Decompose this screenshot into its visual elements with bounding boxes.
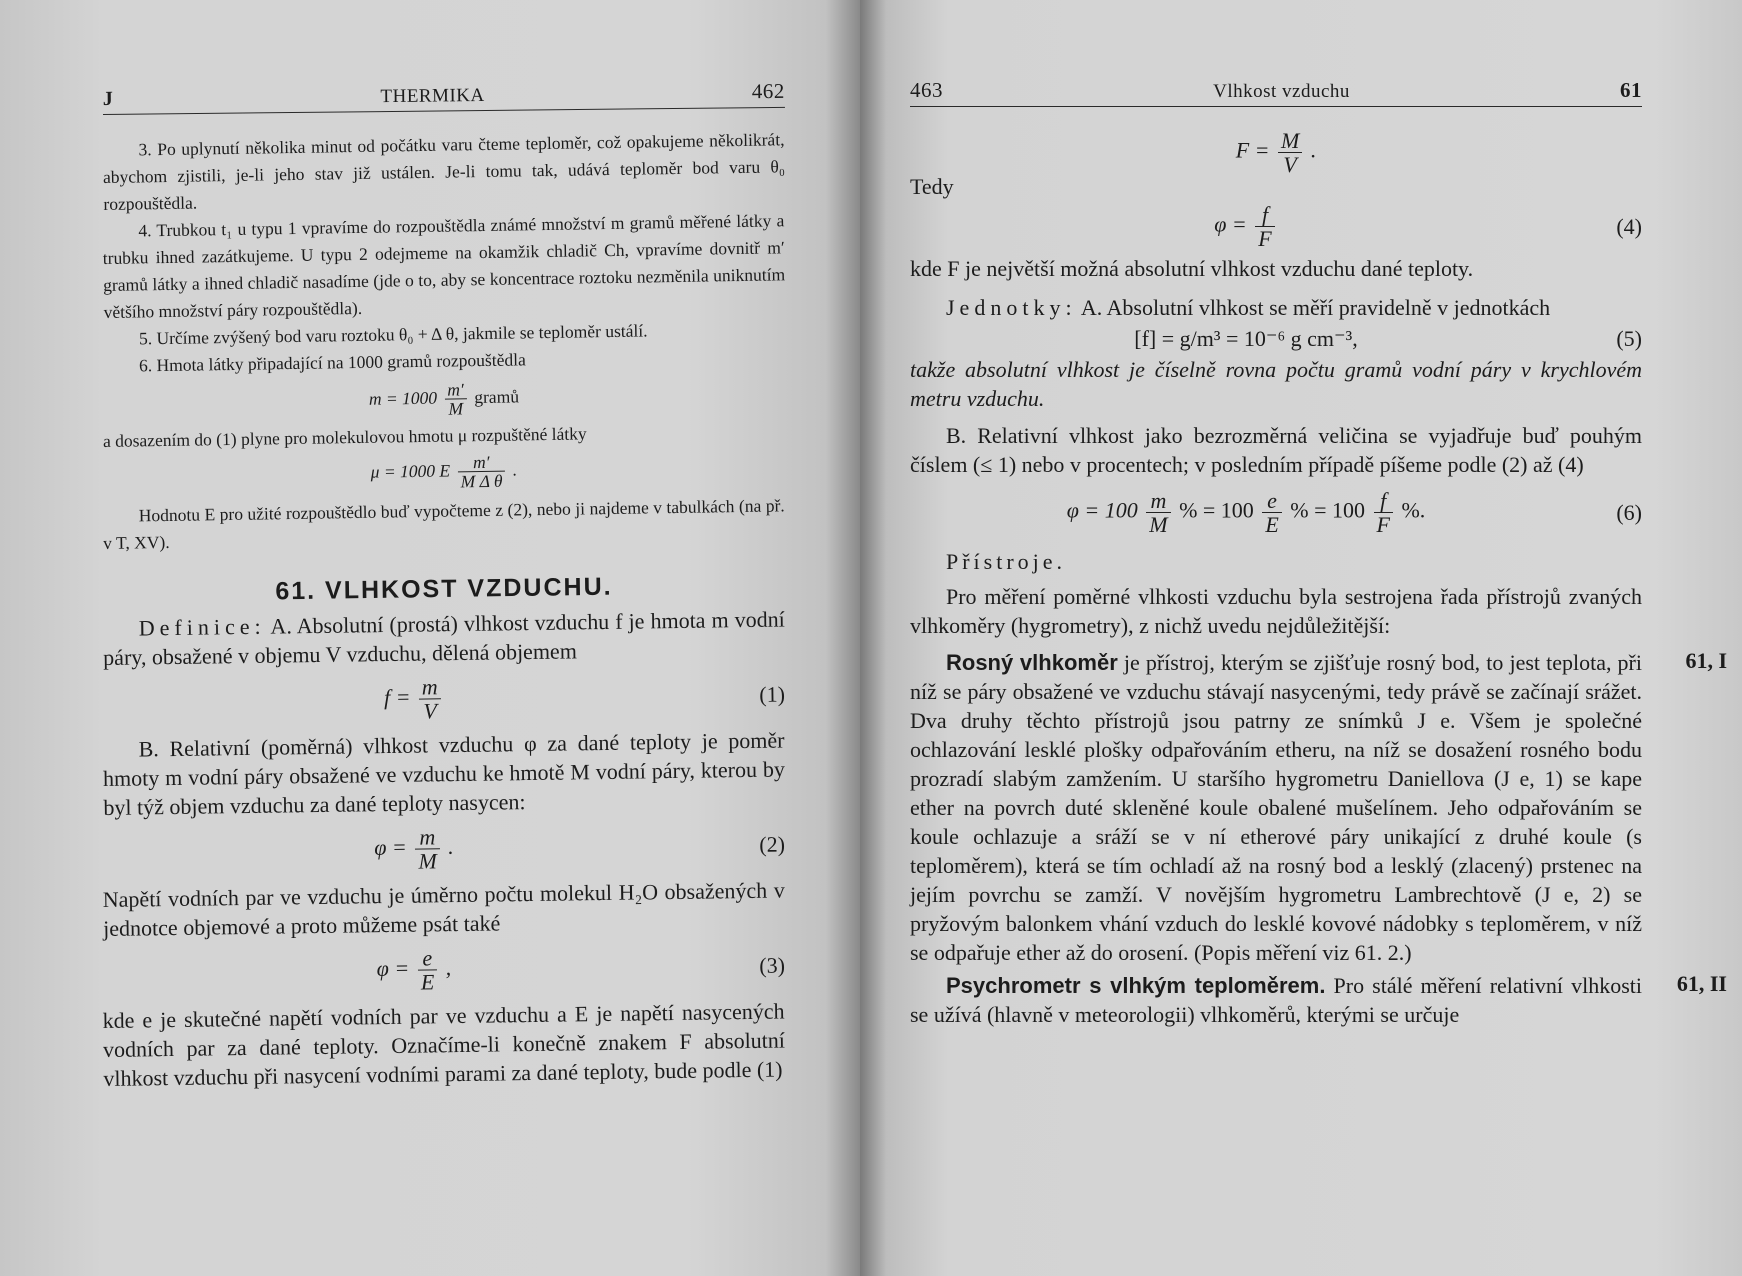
formula-6-p4: %. [1401,498,1426,524]
right-page [860,0,1742,1276]
page-number-left: 462 [751,78,785,104]
formula-2-den: M [418,848,437,874]
psychrometer-title: Psychrometr s vlhkým teploměrem. [946,972,1326,998]
formula-1-lhs: f = [383,683,411,710]
formula-4 [910,203,1642,250]
formula-m-num: m′ [444,380,467,400]
formula-3-number: (3) [759,952,786,978]
psychrometer-text: Pro stálé měření relativní vlhkosti se užívá (hlavně v meteorologii) vlhkoměrů, kterými se určuje [910,972,1642,1027]
definition-label: Definice: [138,613,266,640]
after-formula-3: kde e je skutečné napětí vodních par ve vzduchu a E je napětí nasycených vodních par za dané teploty. Označíme-li konečně znakem F absolutní vlhkost vzduchu při nasycení vodními parami za dané teploty, bude podle (1) [102,998,786,1092]
formula-F-rhs: . [1310,137,1317,163]
formula-6-p3: % = 100 [1290,498,1365,524]
formula-5-number: (5) [1616,326,1642,352]
formula-m-rhs: gramů [474,386,520,408]
formula-6-p2: % = 100 [1179,498,1254,524]
formula-4-den: F [1258,226,1272,252]
instruments-label: Přístroje. [946,548,1067,574]
vapor-text: Napětí vodních par ve vzduchu je úměrno počtu molekul H₂O obsažených v jednotce objemové a proto můžeme psát také [102,877,785,941]
formula-6-d3: F [1376,512,1390,538]
formula-m [103,375,786,423]
dew-hygrometer-block [910,647,1727,967]
units-text: A. Absolutní vlhkost se měří pravidelně v jednotkách [1080,295,1551,321]
formula-2 [103,820,786,877]
formula-2-lhs: φ = [374,834,407,860]
formula-F-lhs: F = [1235,137,1270,163]
units-label: Jednotky: [946,295,1077,321]
formula-5-expr: [f] = g/m³ = 10⁻⁶ g cm⁻³, [1134,326,1358,352]
formula-3-lhs: φ = [376,955,410,981]
step-4: 4. Trubkou t₁ u typu 1 vpravíme do rozpouštědla známé množství m gramů měřené látky a trubku ihned zazátkujeme. U typu 2 odejmeme na okamžik chladič Ch, vpravíme dovnitř m′ gramů látky a ihned chladič nasadíme (jde o to, aby se koncentrace roztoku nezměnila uniknutím většího množství páry rozpouštědla). [102,210,786,322]
formula-m-lhs: m = 1000 [368,387,438,409]
formula-4-num: f [1255,203,1274,227]
mol-text: a dosazením do (1) plyne pro molekulovou hmotu μ rozpuštěné látky [102,423,587,451]
formula-6-n2: e [1262,489,1281,513]
formula-6-d1: M [1149,512,1168,538]
formula-2-num: m [415,825,440,849]
section-header-number: 61 [1620,78,1642,102]
formula-3-num: e [417,946,437,970]
after-formula-4: kde F je největší možná absolutní vlhkost vzduchu dané teploty. [910,256,1474,282]
formula-mu-den: M Δ θ [460,470,503,492]
chapter-letter: J [102,87,114,111]
formula-6-p1: φ = 100 [1066,498,1138,524]
definition-a-text: A. Absolutní (prostá) vlhkost vzduchu f je hmota m vodní páry, obsažené v objemu V vzduchu, dělená objemem [103,605,785,670]
formula-5 [910,324,1642,353]
formula-6-d2: E [1265,512,1279,538]
formula-2-rhs: . [447,833,454,859]
formula-mu [103,448,786,496]
left-running-head [103,79,785,115]
formula-6-number: (6) [1616,500,1642,526]
dew-hygrometer-title: Rosný vlhkoměr [946,649,1118,675]
formula-4-lhs: φ = [1214,211,1247,237]
formula-6-n3: f [1374,489,1393,513]
formula-3-den: E [420,969,435,995]
step-5: 5. Určíme zvýšený bod varu roztoku θ₀ + Δ θ, jakmile se teploměr ustálí. [138,320,648,349]
margin-note-61-i: 61, I [1685,647,1727,673]
dew-hygrometer-text: je přístroj, kterým se zjišťuje rosný bod, to jest teplota, při níž se páry obsažené ve vzduchu stávají nasycenými, tedy právě se začínají srážet. Dva druhy těchto přístrojů jsou patrny ze snímků J e. Všem je společné ochlazování lesklé plošky odpařováním etheru, na níž se dosažení rosného bodu prozradí slabým zamžením. U staršího hygrometru Daniellova (J e, 1) se kape ether na povrch duté skleněné koule obalené mušelínem. Jeho odpařováním se koule ochlazuje a sráží se v ní etherové páry unikající z druhé koule (s teploměrem), která se tím ochladí až na rosný bod a lesklý (zlacený) prstenec na jejím povrchu se zamží. V novějším hygrometru Lambrechtově (J e, 2) se pryžovým balonkem vhání vzduch do lesklé kovové nádobky s teploměrem, v níž se odpařuje ether až do orosení. (Popis měření viz 61. 2.) [910,649,1642,965]
formula-mu-lhs: μ = 1000 E [370,460,451,482]
tedy-word: Tedy [910,174,954,200]
formula-mu-rhs: . [512,459,518,480]
formula-mu-num: m′ [457,452,505,472]
formula-6 [910,489,1642,536]
section-header-title: Vlhkost vzduchu [1213,81,1350,102]
step-3: 3. Po uplynutí několika minut od počátku varu čteme teploměr, což opakujeme několikrát, abychom zjistili, je-li jeho stav již ustálen. Je-li tomu tak, udává teploměr bod varu θ₀ rozpouštědla. [102,129,786,214]
psychrometer-paragraph [910,971,1642,1029]
formula-1-num: m [419,675,441,699]
step-6: 6. Hmota látky připadající na 1000 gramů rozpouštědla [138,349,526,376]
units-conclusion: takže absolutní vlhkost je číselně rovna počtu gramů vodní páry v krychlovém metru vzduchu. [910,357,1642,412]
units-paragraph [910,293,1642,322]
relative-text: B. Relativní vlhkost jako bezrozměrná veličina se vyjadřuje buď pouhým číslem (≤ 1) nebo v procentech; v posledním případě píšeme podle (2) až (4) [910,423,1642,478]
formula-4-number: (4) [1616,214,1642,240]
right-running-head [910,78,1642,107]
dew-hygrometer-paragraph [910,648,1642,967]
left-page [0,0,860,1276]
formula-m-den: M [448,398,464,419]
definition-a [103,604,786,672]
formula-1-number: (1) [759,681,786,707]
instruments-text: Pro měření poměrné vlhkosti vzduchu byla sestrojena řada přístrojů zvaných vlhkoměry (hygrometry), z nichž uvedu nejdůležitější: [910,583,1642,638]
section-title: 61. VLHKOST VZDUCHU. [275,572,613,605]
margin-note-61-ii: 61, II [1676,970,1727,996]
formula-6-n1: m [1146,489,1170,513]
formula-1 [103,670,786,727]
formula-3 [103,941,786,998]
psychrometer-block [910,970,1727,1029]
page-number-right: 463 [910,78,943,102]
formula-1-den: V [423,697,438,724]
formula-F-num: M [1278,129,1302,153]
definition-b: B. Relativní (poměrná) vlhkost vzduchu φ za dané teploty je poměr hmoty m vodní páry obsažené ve vzduchu ke hmotě M vodní páry, kterou by byl týž objem vzduchu za dané teploty nasycen: [102,727,786,820]
formula-2-number: (2) [759,831,786,857]
formula-3-rhs: , [445,954,452,980]
formula-F-den: V [1283,152,1297,178]
chapter-title: THERMIKA [380,85,485,108]
value-text: Hodnotu E pro užité rozpouštědlo buď vypočteme z (2), nebo ji najdeme v tabulkách (na př. v T, XV). [103,494,785,553]
formula-F [910,129,1642,176]
